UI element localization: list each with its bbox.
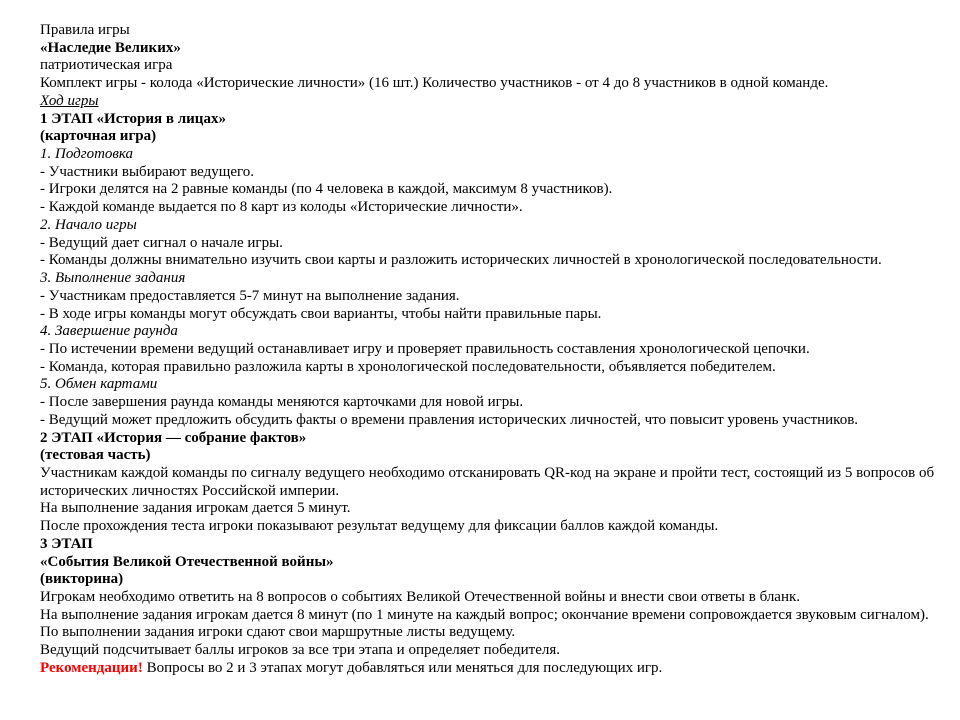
- text-line: [40, 500, 922, 518]
- text-segment: Игрокам необходимо ответить на 8 вопросов о событиях Великой Отечественной войны и внести свои ответы в бланк.: [40, 589, 801, 605]
- text-line: [40, 235, 922, 253]
- text-line: [40, 447, 922, 465]
- text-line: [40, 536, 922, 554]
- text-segment: Ведущий подсчитывает баллы игроков за все три этапа и определяет победителя.: [40, 642, 560, 659]
- text-line: [40, 93, 922, 111]
- text-line: [40, 111, 922, 129]
- text-segment: 2 ЭТАП «История — собрание фактов»: [40, 429, 307, 446]
- text-segment: Вопросы во 2 и 3 этапах могут добавляться или меняться для последующих игр.: [142, 659, 663, 676]
- text-line: [40, 40, 922, 58]
- text-segment: «Наследие Великих»: [40, 39, 181, 56]
- text-line: [40, 57, 922, 75]
- text-line: [40, 75, 922, 93]
- text-line: [40, 323, 922, 341]
- text-segment: 4. Завершение раунда: [40, 323, 178, 340]
- text-segment: (карточная игра): [40, 128, 157, 145]
- text-segment: - Ведущий дает сигнал о начале игры.: [40, 234, 283, 251]
- text-segment: Рекомендации!: [40, 659, 143, 676]
- text-line: [40, 217, 922, 235]
- text-line: [40, 22, 922, 40]
- text-line: [40, 376, 922, 394]
- text-segment: «События Великой Отечественной войны»: [40, 553, 334, 570]
- text-line: [40, 181, 922, 199]
- text-line: [40, 518, 922, 536]
- text-segment: - Команда, которая правильно разложила карты в хронологической последовательности, объявляется победителем.: [40, 358, 776, 375]
- text-line: [40, 146, 922, 164]
- text-line: [40, 359, 922, 377]
- text-line: [40, 589, 922, 607]
- text-segment: 3. Выполнение задания: [40, 270, 186, 287]
- text-segment: патриотическая игра: [40, 57, 173, 74]
- text-segment: После прохождения теста игроки показывают результат ведущему для фиксации баллов каждой команды.: [40, 518, 719, 535]
- text-line: [40, 660, 922, 678]
- text-line: [40, 199, 922, 217]
- text-line: [40, 624, 922, 642]
- text-segment: Правила игры: [40, 22, 130, 38]
- text-line: [40, 642, 922, 660]
- text-segment: - После завершения раунда команды меняются карточками для новой игры.: [40, 394, 524, 411]
- text-segment: На выполнение задания игрокам дается 8 минут (по 1 минуте на каждый вопрос; окончание времени сопровождается звуковым сигналом).: [40, 606, 929, 623]
- text-segment: Комплект игры - колода «Исторические личности» (16 шт.) Количество участников - от 4 до 8 участников в одной команде.: [40, 75, 829, 92]
- text-segment: На выполнение задания игрокам дается 5 минут.: [40, 500, 351, 517]
- text-segment: - Игроки делятся на 2 равные команды (по 4 человека в каждой, максимум 8 участников).: [40, 181, 613, 198]
- text-line: [40, 464, 935, 483]
- text-segment: исторических личностях Российской империи.: [40, 482, 340, 499]
- text-segment: (тестовая часть): [40, 447, 151, 464]
- text-line: [40, 606, 929, 625]
- text-segment: - Каждой команде выдается по 8 карт из колоды «Исторические личности».: [40, 199, 523, 216]
- text-line: [40, 341, 922, 359]
- text-segment: 1. Подготовка: [40, 146, 134, 163]
- text-segment: 2. Начало игры: [40, 216, 137, 233]
- text-segment: - Команды должны внимательно изучить свои карты и разложить исторических личностей в хронологической последовательности.: [40, 252, 882, 269]
- text-segment: - По истечении времени ведущий останавливает игру и проверяет правильность составления хронологической цепочки.: [40, 340, 810, 357]
- text-segment: 5. Обмен картами: [40, 376, 158, 393]
- text-segment: По выполнении задания игроки сдают свои маршрутные листы ведущему.: [40, 624, 516, 641]
- text-line: [40, 483, 922, 501]
- text-segment: (викторина): [40, 571, 124, 588]
- text-line: [40, 306, 922, 324]
- text-line: [40, 554, 922, 572]
- text-segment: 1 ЭТАП «История в лицах»: [40, 110, 226, 127]
- text-line: [40, 270, 922, 288]
- text-line: [40, 571, 922, 589]
- text-line: [40, 394, 922, 412]
- text-line: [40, 412, 922, 430]
- text-line: [40, 252, 922, 270]
- text-segment: - В ходе игры команды могут обсуждать свои варианты, чтобы найти правильные пары.: [40, 305, 602, 322]
- text-segment: Ход игры: [40, 92, 99, 109]
- text-segment: 3 ЭТАП: [40, 535, 93, 552]
- text-segment: Участникам каждой команды по сигналу ведущего необходимо отсканировать QR-код на экране и пройти тест, состоящий из 5 вопросов об: [40, 464, 935, 481]
- text-line: [40, 128, 922, 146]
- text-segment: - Ведущий может предложить обсудить факты о времени правления исторических личностей, что повысит уровень участников.: [40, 411, 859, 428]
- text-segment: - Участники выбирают ведущего.: [40, 163, 255, 180]
- text-line: [40, 430, 922, 448]
- text-line: [40, 288, 922, 306]
- text-segment: - Участникам предоставляется 5-7 минут на выполнение задания.: [40, 287, 460, 304]
- text-line: [40, 164, 922, 182]
